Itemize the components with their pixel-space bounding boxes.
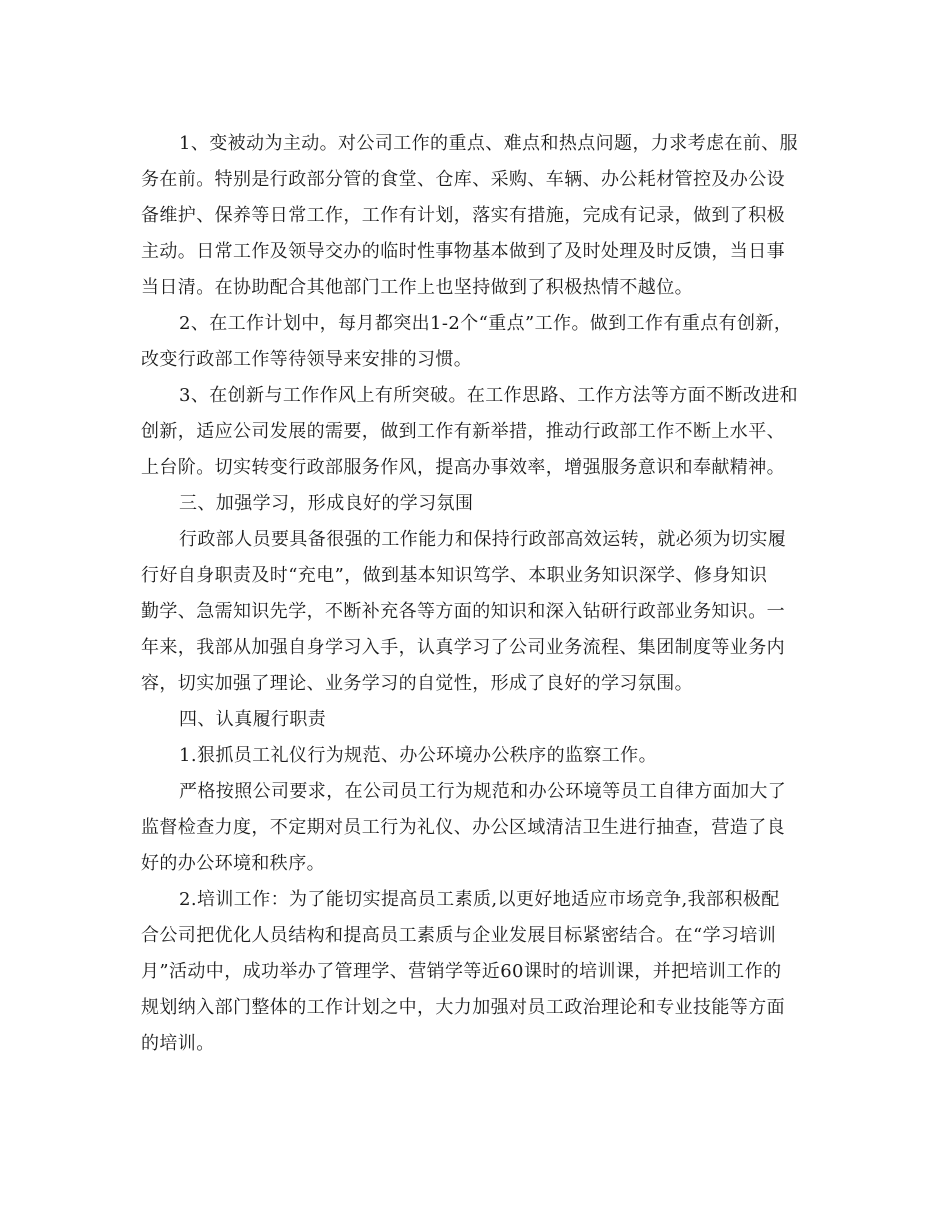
paragraph-line: 当日清。在协助配合其他部门工作上也坚持做到了积极热情不越位。 <box>141 277 693 298</box>
paragraph-line: 勤学、急需知识先学，不断补充各等方面的知识和深入钻研行政部业务知识。一 <box>141 601 785 622</box>
paragraph-line: 合公司把优化人员结构和提高员工素质与企业发展目标紧密结合。在“学习培训 <box>141 925 777 946</box>
paragraph-line: 好的办公环境和秩序。 <box>141 853 325 874</box>
paragraph-line: 月”活动中，成功举办了管理学、营销学等近60课时的培训课，并把培训工作的 <box>141 961 782 982</box>
paragraph-line: 严格按照公司要求，在公司员工行为规范和办公环境等员工自律方面加大了 <box>179 781 787 802</box>
paragraph-line: 容，切实加强了理论、业务学习的自觉性，形成了良好的学习氛围。 <box>141 673 693 694</box>
paragraph-line: 的培训。 <box>141 1033 215 1054</box>
section-heading: 四、认真履行职责 <box>179 709 327 730</box>
paragraph-line: 上台阶。切实转变行政部服务作风，提高办事效率，增强服务意识和奉献精神。 <box>141 457 785 478</box>
subsection-heading: 1.狠抓员工礼仪行为规范、办公环境办公秩序的监察工作。 <box>179 745 657 766</box>
document-body <box>141 126 821 1062</box>
paragraph-line: 备维护、保养等日常工作，工作有计划，落实有措施，完成有记录，做到了积极 <box>141 205 785 226</box>
paragraph-line: 主动。日常工作及领导交办的临时性事物基本做到了及时处理及时反馈，当日事 <box>141 241 785 262</box>
paragraph-line: 3、在创新与工作作风上有所突破。在工作思路、工作方法等方面不断改进和 <box>179 385 799 406</box>
paragraph-line: 监督检查力度，不定期对员工行为礼仪、办公区域清洁卫生进行抽查，营造了良 <box>141 817 785 838</box>
paragraph-line: 规划纳入部门整体的工作计划之中，大力加强对员工政治理论和专业技能等方面 <box>141 997 785 1018</box>
paragraph-line: 改变行政部工作等待领导来安排的习惯。 <box>141 349 473 370</box>
paragraph-line: 2.培训工作：为了能切实提高员工素质,以更好地适应市场竞争,我部积极配 <box>179 889 780 910</box>
paragraph-line: 创新，适应公司发展的需要，做到工作有新举措，推动行政部工作不断上水平、 <box>141 421 785 442</box>
paragraph-line: 行政部人员要具备很强的工作能力和保持行政部高效运转，就必须为切实履 <box>179 529 787 550</box>
paragraph-line: 行好自身职责及时“充电”，做到基本知识笃学、本职业务知识深学、修身知识 <box>141 565 768 586</box>
paragraph-line: 2、在工作计划中，每月都突出1-2个“重点”工作。做到工作有重点有创新， <box>179 313 793 334</box>
paragraph-line: 1、变被动为主动。对公司工作的重点、难点和热点问题，力求考虑在前、服 <box>179 133 799 154</box>
paragraph-line: 年来，我部从加强自身学习入手，认真学习了公司业务流程、集团制度等业务内 <box>141 637 785 658</box>
paragraph-line: 务在前。特别是行政部分管的食堂、仓库、采购、车辆、办公耗材管控及办公设 <box>141 169 785 190</box>
section-heading: 三、加强学习，形成良好的学习氛围 <box>179 493 474 514</box>
